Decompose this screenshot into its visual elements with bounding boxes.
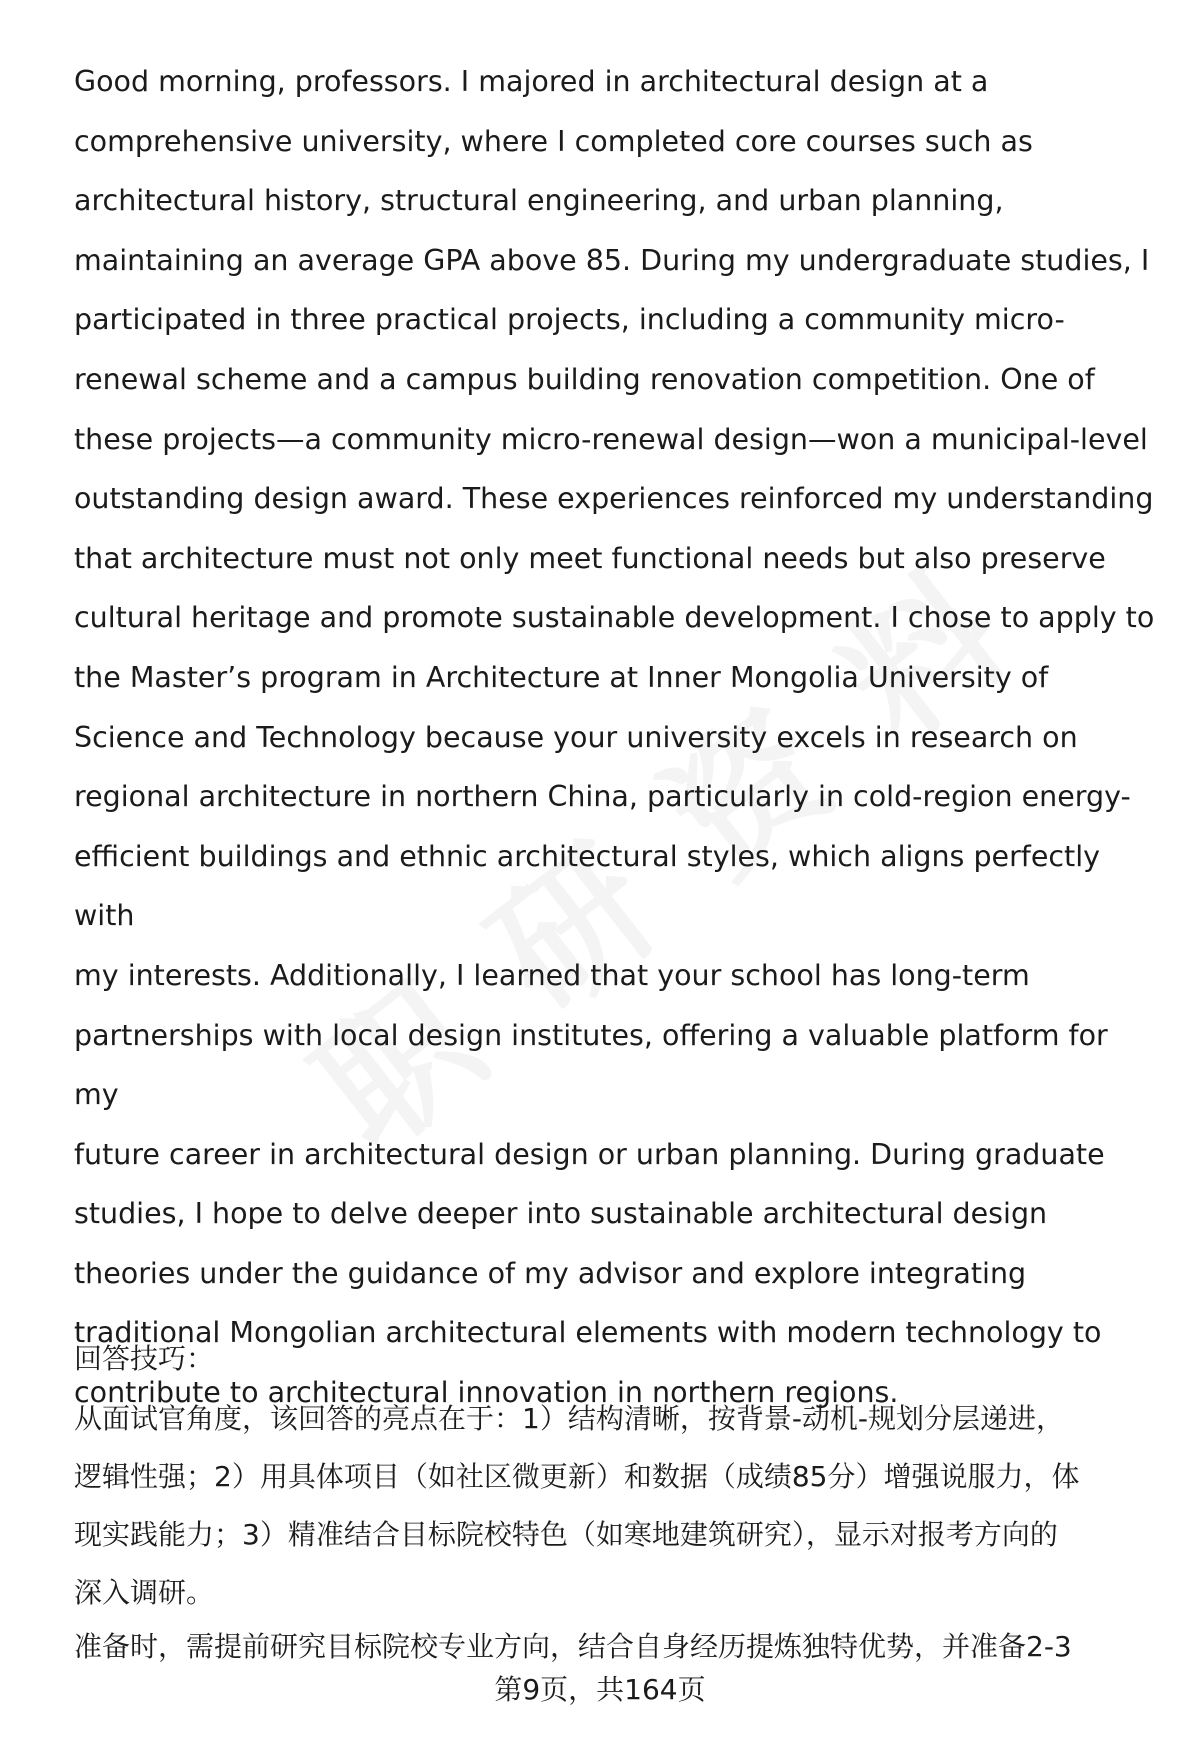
tips-heading: 回答技巧： bbox=[74, 1342, 215, 1375]
answer-paragraph: Good morning, professors. I majored in architectural design at a comprehensive university, where I completed core courses such as architectural history, structural engineering, and urban planning, maintaining an average GPA above 85. During my undergraduate studies, I participated in three practical projects, including a community micro- renewal scheme and a campus building renovation competition. One of these projects—a community micro-renewal design—won a municipal-level outstanding design award. These experiences reinforced my understanding that architecture must not only meet functional needs but also preserve cultural heritage and promote sustainable development. I chose to apply to the Master’s program in Architecture at Inner Mongolia University of Science and Technology because your university excels in research on regional architecture in northern China, particularly in cold-region energy- efficient buildings and ethnic architectural styles, which aligns perfectly with my interests. Additionally, I learned that your school has long-term partnerships with local design institutes, offering a valuable platform for my future career in architectural design or urban planning. During graduate studies, I hope to delve deeper into sustainable architectural design theories under the guidance of my advisor and explore integrating traditional Mongolian architectural elements with modern technology to contribute to architectural innovation in northern regions. bbox=[74, 65, 1155, 1410]
page-number: 第9页，共164页 bbox=[494, 1673, 706, 1706]
preparation-note: 准备时，需提前研究目标院校专业方向，结合自身经历提炼独特优势，并准备2-3 bbox=[74, 1630, 1072, 1663]
tips-paragraph: 从面试官角度，该回答的亮点在于：1）结构清晰，按背景-动机-规划分层递进， 逻辑性强；2）用具体项目（如社区微更新）和数据（成绩85分）增强说服力，体 现实践能力；3）精准结合目标院校特色（如寒地建筑研究），显示对报考方向的 深入调研。 bbox=[74, 1402, 1080, 1609]
